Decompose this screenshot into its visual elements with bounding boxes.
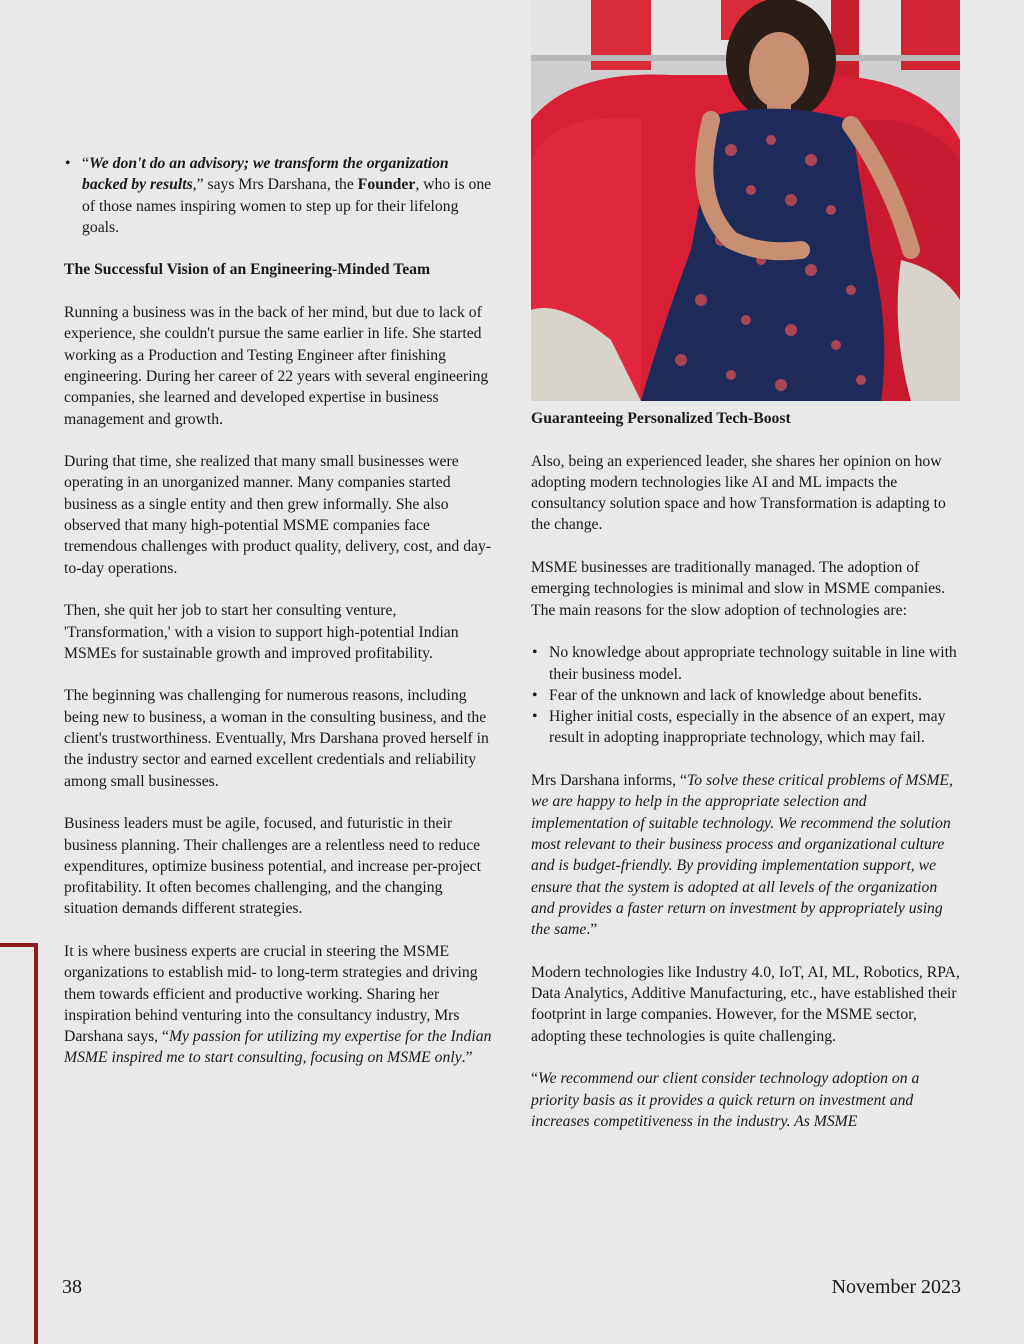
quote-bullet xyxy=(64,153,496,238)
quote-close-mark: .” xyxy=(461,1049,473,1067)
quote-open-mark: “ xyxy=(82,155,89,172)
list-item: • No knowledge about appropriate technology suitable in line with their business model. xyxy=(531,642,961,685)
paragraph-with-quote xyxy=(531,770,961,940)
quote-attribution: ,” says Mrs Darshana, the xyxy=(192,176,358,194)
paragraph: Business leaders must be agile, focused, and futuristic in their business planning. Their challenges are a relentless need to reduce expenditures, optimize business potential, and increase per-project profitability. It often becomes challenging, and the changing situation demands different strategies. xyxy=(64,815,482,918)
paragraph: Running a business was in the back of her mind, but due to lack of experience, she couldn't pursue the same earlier in life. She started working as a Production and Testing Engineer after finishing engineering. During her career of 22 years with several engineering companies, she learned and developed expertise in business management and growth. xyxy=(64,304,489,428)
paragraph: The beginning was challenging for numerous reasons, including being new to business, a woman in the consulting business, and the client's trustworthiness. Eventually, Mrs Darshana proved herself in the industry sector and earned excellent credentials and reliability among small businesses. xyxy=(64,687,489,790)
decorative-corner-line xyxy=(0,943,38,1344)
list-item: • Fear of the unknown and lack of knowledge about benefits. xyxy=(531,685,961,706)
section-heading-tech-boost: Guaranteeing Personalized Tech-Boost xyxy=(531,410,791,427)
issue-date: November 2023 xyxy=(831,1276,961,1298)
paragraph: During that time, she realized that many small businesses were operating in an unorganized manner. Many companies started business as a single entity and then grew informally. She also observed that many high-potential MSME companies face tremendous challenges with product quality, delivery, cost, and day-to-day operations. xyxy=(64,453,492,577)
founder-role: Founder xyxy=(357,176,416,194)
section-heading-vision: The Successful Vision of an Engineering-Minded Team xyxy=(64,261,431,279)
left-column xyxy=(64,153,496,1090)
decorative-line-vertical xyxy=(34,943,38,1344)
quote-open-mark: “ xyxy=(531,1070,538,1088)
quote-bullet-list xyxy=(64,153,496,238)
paragraph-with-quote xyxy=(64,941,496,1069)
paragraph: MSME businesses are traditionally managed. The adoption of emerging technologies is minimal and slow in MSME companies. The main reasons for the slow adoption of technologies are: xyxy=(531,559,946,619)
quote-close-mark: .” xyxy=(586,921,598,939)
paragraph: Modern technologies like Industry 4.0, IoT, AI, ML, Robotics, RPA, Data Analytics, Additive Manufacturing, etc., have established their footprint in large companies. However, for the MSME sector, adopting these technologies is quite challenging. xyxy=(531,963,960,1045)
inline-quote: We recommend our client consider technology adoption on a priority basis as it provides a quick return on investment and increases competitiveness in the industry. As MSME xyxy=(531,1070,920,1130)
reasons-bullet-list xyxy=(531,642,961,748)
paragraph-text: It is where business experts are crucial in steering the MSME organizations to establish mid- to long-term strategies and driving them towards efficient and productive working. Sharing her inspiration behind venturing into the consultancy industry, Mrs Darshana says, “ xyxy=(64,942,478,1046)
paragraph: Also, being an experienced leader, she shares her opinion on how adopting modern technologies like AI and ML impacts the consultancy solution space and how Transformation is adapting to the change. xyxy=(531,452,946,534)
list-item: • Higher initial costs, especially in the absence of an expert, may result in adopting inappropriate technology, which may fail. xyxy=(531,706,961,749)
decorative-line-horizontal xyxy=(0,943,38,947)
quote-rest: , who is one of those names inspiring women to step up for their lifelong goals. xyxy=(82,176,492,236)
inline-quote: To solve these critical problems of MSME, we are happy to help in the appropriate selection and implementation of suitable technology. We recommend the solution most relevant to their business process and organizational culture and is budget-friendly. By providing implementation support, we ensure that the system is adopted at all levels of the organization and provides a faster return on investment by appropriately using the same xyxy=(531,772,953,939)
paragraph: Then, she quit her job to start her consulting venture, 'Transformation,' with a vision to support high-potential Indian MSMEs for sustainable growth and improved profitability. xyxy=(64,602,459,662)
paragraph-with-quote xyxy=(531,1068,961,1132)
right-column xyxy=(531,408,961,1153)
portrait-photo xyxy=(531,0,960,401)
portrait-illustration xyxy=(531,0,960,401)
inline-quote: My passion for utilizing my expertise for the Indian MSME inspired me to start consulting, focusing on MSME only xyxy=(64,1028,492,1067)
paragraph-text: Mrs Darshana informs, “ xyxy=(531,772,687,790)
founder-quote: We don't do an advisory; we transform the organization backed by results xyxy=(82,155,449,194)
page-number: 38 xyxy=(62,1276,82,1298)
